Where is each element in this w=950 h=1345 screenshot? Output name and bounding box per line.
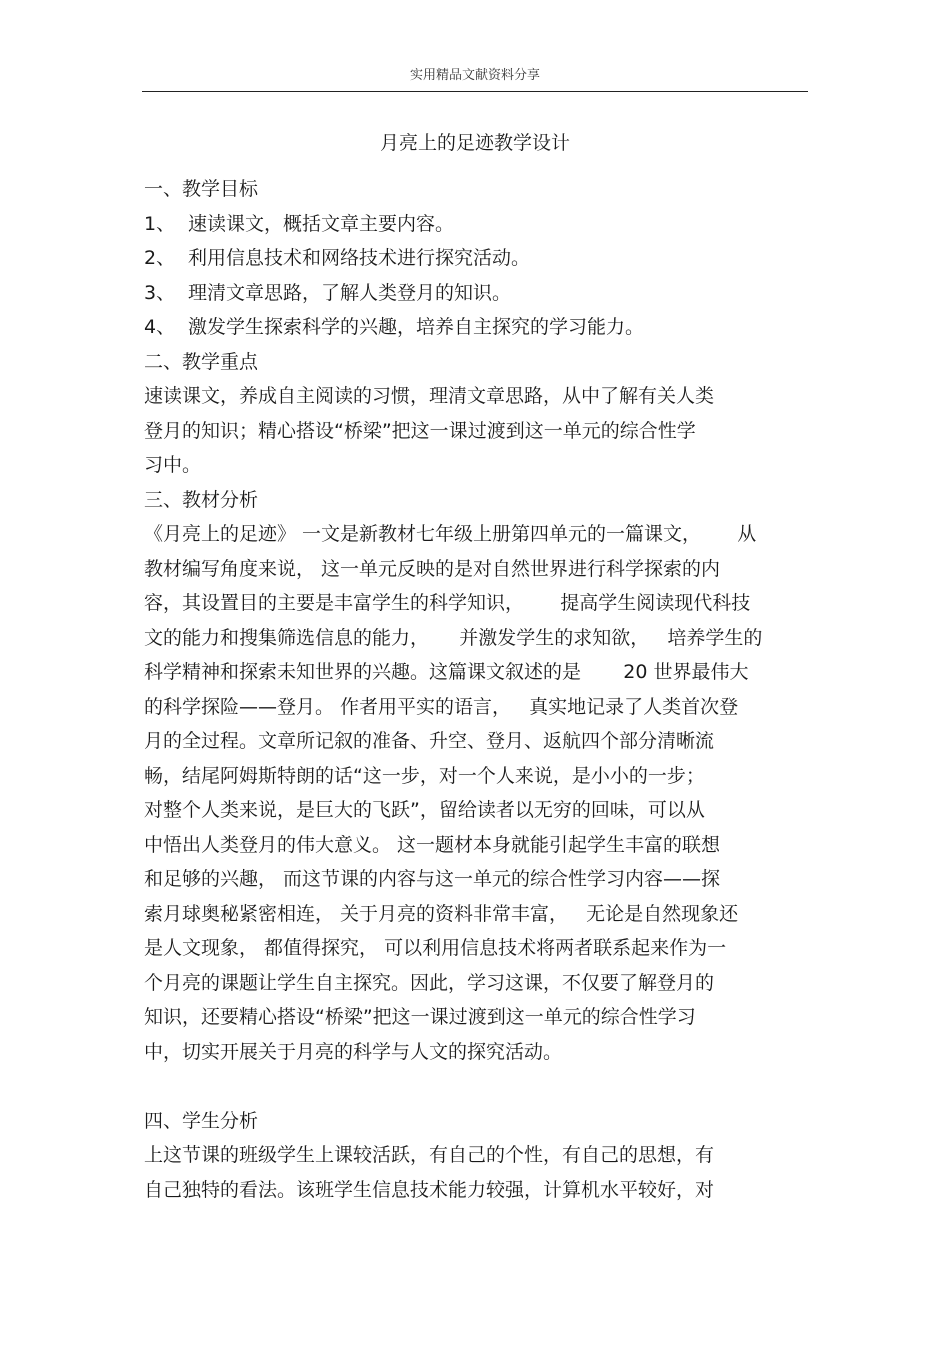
document-title: 月亮上的足迹教学设计: [379, 132, 570, 154]
goal-item: [144, 207, 808, 242]
goal-item: [144, 276, 808, 311]
paragraph-line: 自己独特的看法。该班学生信息技术能力较强，计算机水平较好，对: [144, 1178, 715, 1201]
paragraph-line: 畅，结尾阿姆斯特朗的话“这一步，对一个人来说，是小小的一步；: [144, 764, 705, 787]
paragraph-line: 知识，还要精心搭设“桥梁”把这一课过渡到这一单元的综合性学习: [144, 1006, 696, 1028]
section-heading-focus: 二、教学重点: [144, 350, 259, 373]
paragraph-line: 习中。: [144, 454, 202, 476]
paragraph-line: 和足够的兴趣， 而这节课的内容与这一单元的综合性学习内容——探: [144, 868, 721, 890]
paragraph-line: 是人文现象， 都值得探究， 可以利用信息技术将两者联系起来作为一: [144, 937, 727, 959]
page-header: 实用精品文献资料分享: [409, 68, 540, 83]
paragraph-line: 个月亮的课题让学生自主探究。因此，学习这课，不仅要了解登月的: [144, 971, 715, 994]
goal-item: [144, 310, 808, 345]
goal-text: 利用信息技术和网络技术进行探究活动。: [188, 247, 531, 269]
paragraph-line: 容，其设置目的主要是丰富学生的科学知识， 提高学生阅读现代科技: [144, 592, 751, 614]
paragraph-line: 《月亮上的足迹》 一文是新教材七年级上册第四单元的一篇课文， 从: [144, 523, 757, 545]
goal-text: 理清文章思路，了解人类登月的知识。: [188, 281, 512, 304]
paragraph-line: 对整个人类来说，是巨大的飞跃”，留给读者以无穷的回味，可以从: [144, 799, 705, 821]
goal-text: 激发学生探索科学的兴趣，培养自主探究的学习能力。: [188, 316, 645, 338]
header-rule: [142, 91, 808, 92]
section-heading-goals: 一、教学目标: [144, 178, 259, 200]
paragraph-line: 索月球奥秘紧密相连， 关于月亮的资料非常丰富， 无论是自然现象还: [144, 902, 739, 925]
paragraph-line: 文的能力和搜集筛选信息的能力， 并激发学生的求知欲， 培养学生的: [144, 626, 763, 649]
paragraph-line: 科学精神和探索未知世界的兴趣。这篇课文叙述的是 20 世界最伟大: [144, 661, 749, 683]
paragraph-line: 登月的知识；精心搭设“桥梁”把这一课过渡到这一单元的综合性学: [144, 419, 696, 442]
goal-text: 速读课文，概括文章主要内容。: [188, 212, 455, 235]
goal-number: 3、: [144, 281, 176, 304]
paragraph-line: 上这节课的班级学生上课较活跃，有自己的个性，有自己的思想，有: [144, 1144, 715, 1166]
goal-number: 4、: [144, 316, 176, 338]
blank-line: [144, 1069, 808, 1104]
section-heading-students: 四、学生分析: [144, 1109, 259, 1132]
paragraph-line: 的科学探险——登月。 作者用平实的语言， 真实地记录了人类首次登: [144, 695, 739, 718]
goal-number: 2、: [144, 247, 176, 269]
goal-item: [144, 241, 808, 276]
paragraph-line: 中，切实开展关于月亮的科学与人文的探究活动。: [144, 1040, 563, 1063]
document-body: [144, 172, 808, 1207]
paragraph-line: 教材编写角度来说， 这一单元反映的是对自然世界进行科学探索的内: [144, 557, 721, 580]
paragraph-line: 月的全过程。文章所记叙的准备、升空、登月、返航四个部分清晰流: [144, 730, 715, 752]
paragraph-line: 中悟出人类登月的伟大意义。 这一题材本身就能引起学生丰富的联想: [144, 833, 721, 856]
paragraph-line: 速读课文，养成自主阅读的习惯，理清文章思路，从中了解有关人类: [144, 385, 715, 407]
section-heading-material: 三、教材分析: [144, 488, 259, 511]
goal-number: 1、: [144, 212, 176, 235]
